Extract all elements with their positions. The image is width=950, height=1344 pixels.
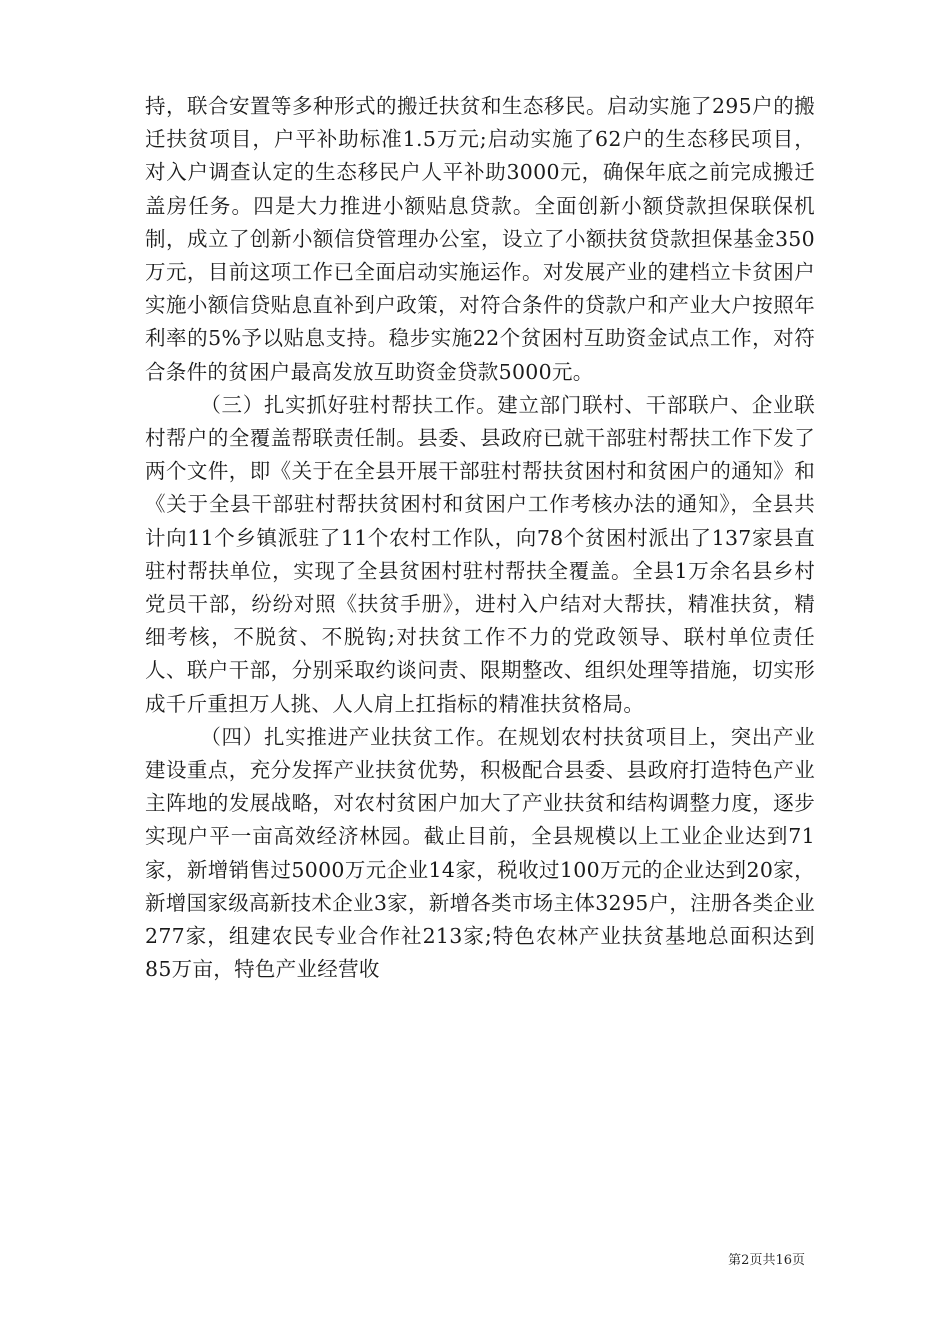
paragraph-industry-poverty-relief: （四）扎实推进产业扶贫工作。在规划农村扶贫项目上，突出产业建设重点，充分发挥产业扶贫优势，积极配合县委、县政府打造特色产业主阵地的发展战略，对农村贫困户加大了产业扶贫和结构调整力度，逐步实现户平一亩高效经济林园。截止目前，全县规模以上工业企业达到71家，新增销售过5000万元企业14家，税收过100万元的企业达到20家，新增国家级高新技术企业3家，新增各类市场主体3295户，注册各类企业277家，组建农民专业合作社213家;特色农林产业扶贫基地总面积达到85万亩，特色产业经营收 bbox=[145, 724, 815, 982]
paragraph-village-assistance: （三）扎实抓好驻村帮扶工作。建立部门联村、干部联户、企业联村帮户的全覆盖帮联责任制。县委、县政府已就干部驻村帮扶工作下发了两个文件，即《关于在全县开展干部驻村帮扶贫困村和贫困户的通知》和《关于全县干部驻村帮扶贫困村和贫困户工作考核办法的通知》，全县共计向11个乡镇派驻了11个农村工作队，向78个贫困村派出了137家县直驻村帮扶单位，实现了全县贫困村驻村帮扶全覆盖。全县1万余名县乡村党员干部，纷纷对照《扶贫手册》，进村入户结对大帮扶，精准扶贫，精细考核，不脱贫、不脱钩;对扶贫工作不力的党政领导、联村单位责任人、联户干部，分别采取约谈问责、限期整改、组织处理等措施，切实形成千斤重担万人挑、人人肩上扛指标的精准扶贫格局。 bbox=[145, 392, 815, 716]
body-text bbox=[145, 90, 815, 986]
paragraph-relocation-loans: 持，联合安置等多种形式的搬迁扶贫和生态移民。启动实施了295户的搬迁扶贫项目，户平补助标准1.5万元;启动实施了62户的生态移民项目，对入户调查认定的生态移民户人平补助3000元，确保年底之前完成搬迁盖房任务。四是大力推进小额贴息贷款。全面创新小额贷款担保联保机制，成立了创新小额信贷管理办公室，设立了小额扶贫贷款担保基金350万元，目前这项工作已全面启动实施运作。对发展产业的建档立卡贫困户实施小额信贷贴息直补到户政策，对符合条件的贷款户和产业大户按照年利率的5%予以贴息支持。稳步实施22个贫困村互助资金试点工作，对符合条件的贫困户最高发放互助资金贷款5000元。 bbox=[145, 94, 815, 384]
page-number-footer: 第2页共16页 bbox=[728, 1253, 805, 1268]
